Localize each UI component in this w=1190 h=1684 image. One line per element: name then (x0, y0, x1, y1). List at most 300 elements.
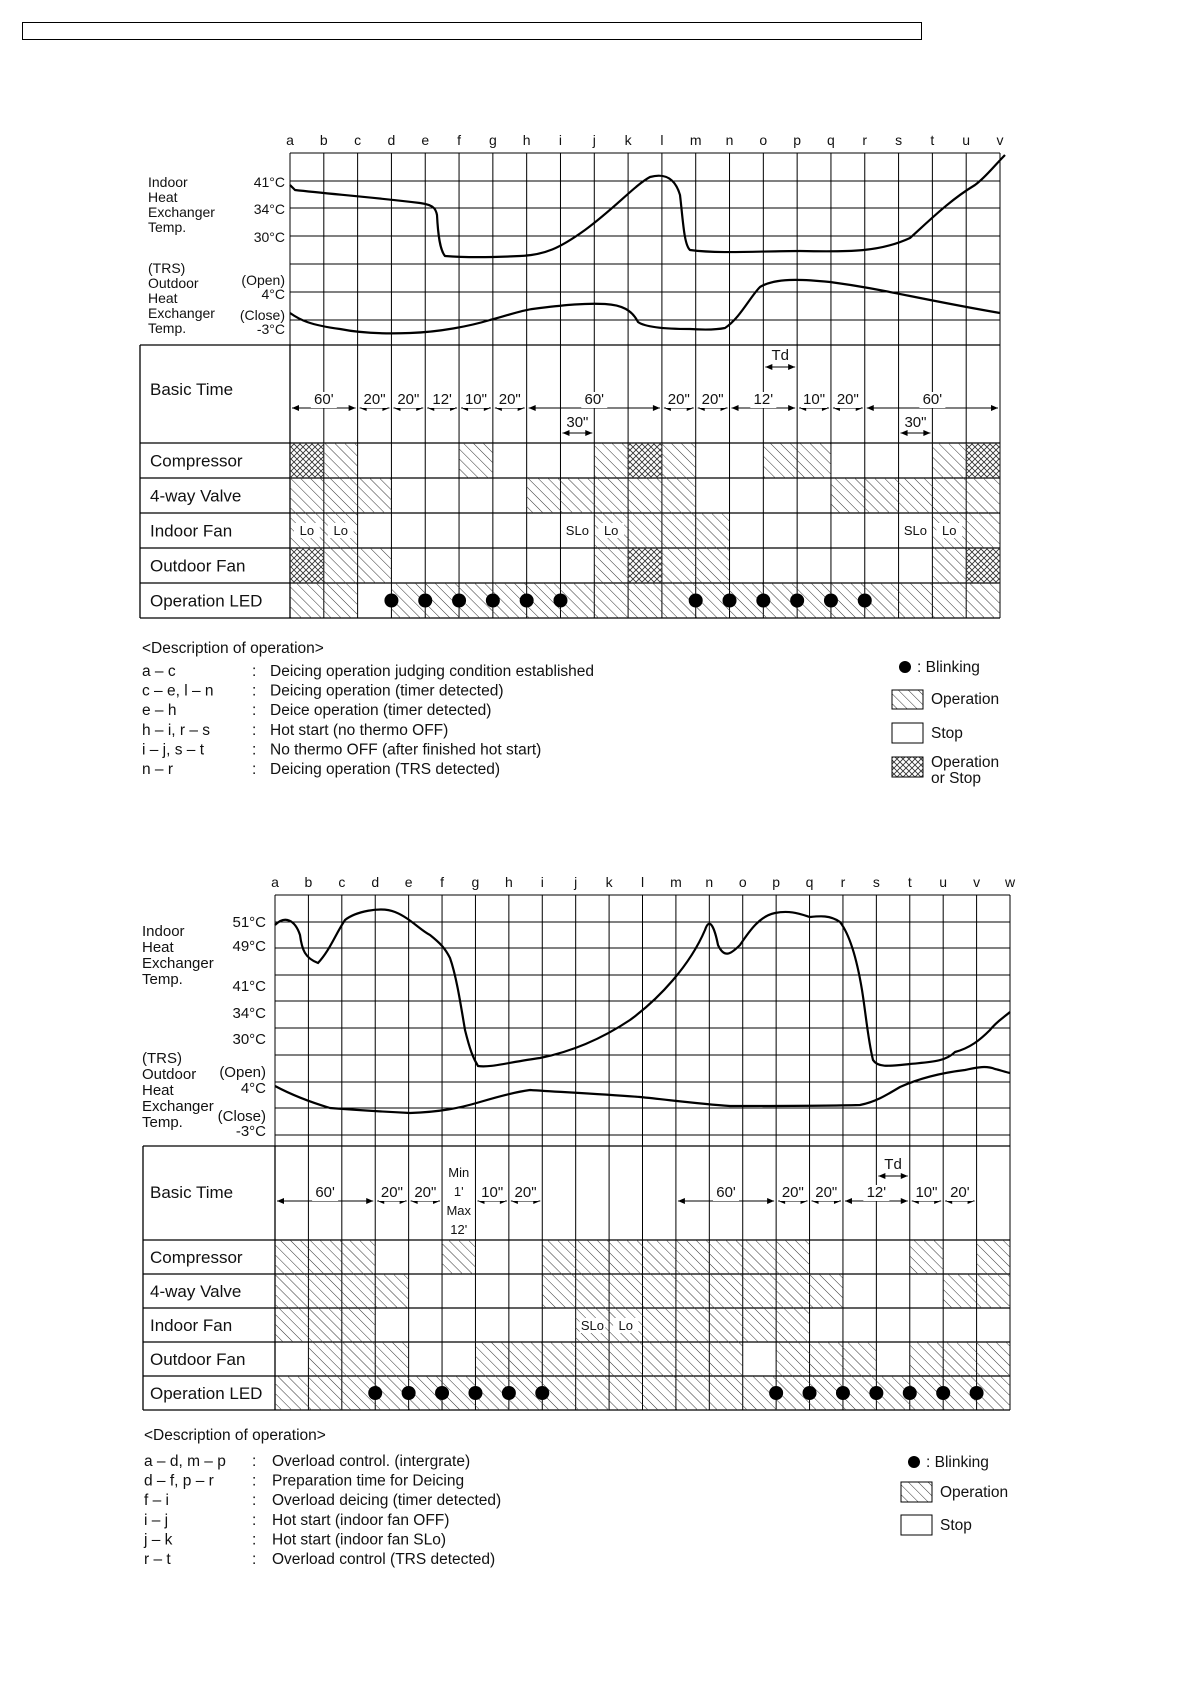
d2-cell-operation (576, 1240, 609, 1274)
d1-fan-label: SLo (565, 523, 589, 538)
d2-time-label: 20" (380, 1184, 403, 1201)
d1-fan-label: Lo (603, 523, 619, 538)
d2-desc-text: Overload deicing (timer detected) (272, 1492, 502, 1510)
d1-out-l0: (TRS) (148, 260, 186, 276)
d1-cell-operation (932, 478, 966, 513)
d1-legend-opstop-1: Operation (931, 754, 1000, 771)
d1-cell-operation (560, 478, 594, 513)
d2-time-label: 10" (915, 1184, 938, 1201)
d2-desc-text: Hot start (indoor fan SLo) (272, 1531, 447, 1549)
d2-cell-operation (643, 1308, 676, 1342)
d2-outdoor-label (142, 1050, 214, 1131)
d1-col-c: c (354, 132, 362, 148)
d2-col-j: j (574, 874, 578, 890)
d1-desc-sep: : (252, 702, 257, 720)
d2-led-blink-dot (468, 1386, 482, 1400)
d2-cell-operation (910, 1342, 943, 1376)
d1-col-n: n (725, 132, 734, 148)
d2-cell-operation (375, 1342, 408, 1376)
d2-temp-41: 41°C (232, 978, 266, 995)
d1-cell-operation (797, 443, 831, 478)
d1-led-blink-dot (418, 594, 432, 608)
d2-desc-text: Overload control. (intergrate) (272, 1453, 471, 1470)
d1-desc-text: Deicing operation (timer detected) (270, 682, 504, 700)
d2-fan-label: Lo (618, 1318, 634, 1333)
d2-time-arrow-head-r (366, 1198, 373, 1204)
d1-temp-labels (240, 174, 285, 337)
d1-indoor-l1: Heat (148, 189, 178, 205)
d2-led-blink-dot (836, 1386, 850, 1400)
d2-cell-operation (275, 1308, 308, 1342)
d1-time-td: Td (771, 347, 789, 364)
d2-cell-operation (542, 1240, 575, 1274)
d2-cell-operation (743, 1308, 776, 1342)
d2-cell-operation (776, 1274, 809, 1308)
d2-col-c: c (338, 874, 346, 890)
d1-desc-sep: : (252, 741, 257, 759)
d1-cell-operation (662, 548, 696, 583)
d2-cell-operation (943, 1342, 976, 1376)
d1-cell-operation (594, 443, 628, 478)
d2-led-blink-dot (535, 1386, 549, 1400)
d1-basic-time-annotations (292, 347, 998, 436)
d2-time-label: 20" (815, 1184, 838, 1201)
d2-cell-operation (308, 1342, 341, 1376)
d2-led-blink-dot (970, 1386, 984, 1400)
d2-legend-op-swatch (901, 1482, 932, 1502)
d1-time-label: 12' (753, 391, 774, 408)
d2-led-blink-dot (936, 1386, 950, 1400)
d1-desc-sep: : (252, 721, 257, 739)
d1-time-label: 20" (667, 391, 690, 408)
d2-temp-m3: -3°C (235, 1123, 266, 1140)
d1-time-label: 20" (363, 391, 386, 408)
d1-time-arrow-head-r (788, 405, 795, 411)
d1-col-j: j (592, 132, 596, 148)
d1-col-o: o (759, 132, 768, 148)
d2-cell-operation (275, 1274, 308, 1308)
d2-col-r: r (840, 874, 846, 890)
d2-description (143, 1427, 501, 1568)
d1-row-label-4: Outdoor Fan (150, 556, 246, 576)
d1-temp-close: (Close) (239, 307, 285, 323)
d1-description (142, 640, 594, 778)
d1-time-label: 20" (701, 391, 724, 408)
d1-led-blink-dot (452, 594, 466, 608)
d1-fan-label: SLo (903, 523, 928, 538)
d1-cell-operation (966, 513, 1000, 548)
d2-col-t: t (907, 874, 912, 890)
d1-led-blink-dot (756, 594, 770, 608)
d2-temp-labels (218, 914, 267, 1140)
d1-time-arrow-head-l (529, 405, 536, 411)
d2-basic-time-annotations (277, 1156, 975, 1237)
d1-indoor-curve (290, 155, 1005, 257)
d2-desc-text: Overload control (TRS detected) (272, 1551, 496, 1568)
d1-legend (892, 659, 999, 787)
d1-state-cells (290, 443, 1000, 618)
d2-time-label: 20' (950, 1184, 970, 1201)
d1-row-labels (150, 380, 262, 611)
d1-col-v: v (996, 132, 1004, 148)
d1-cell-operation (662, 513, 696, 548)
d1-col-a: a (286, 132, 294, 148)
d2-time-arrow-td-head-l (878, 1173, 885, 1179)
d2-col-l: l (640, 874, 645, 890)
d2-cell-operation (910, 1240, 943, 1274)
d2-legend-operation: Operation (940, 1484, 1009, 1501)
d1-legend-stop-swatch (892, 723, 923, 743)
d2-cell-operation (676, 1342, 709, 1376)
d2-out-l0: (TRS) (142, 1050, 182, 1067)
d1-desc-text: Deicing operation judging condition established (270, 663, 595, 680)
d2-col-e: e (404, 874, 413, 890)
d1-led-blink-dot (553, 594, 567, 608)
d1-fan-label: Lo (333, 523, 348, 538)
d2-time-min: Min (448, 1165, 470, 1180)
d1-cell-op-or-stop (966, 548, 1000, 583)
d1-indoor-label (148, 174, 215, 235)
d2-cell-operation (342, 1274, 375, 1308)
d2-time-label: 20" (414, 1184, 437, 1201)
d1-desc-sep: : (252, 663, 257, 680)
d1-row-label-5: Operation LED (150, 591, 263, 611)
d2-indoor-label (142, 923, 214, 988)
d1-outdoor-curve (290, 280, 1000, 333)
d2-time-label: 12' (866, 1184, 887, 1201)
d1-desc-text: Deicing operation (TRS detected) (270, 761, 501, 778)
d2-cell-operation (542, 1342, 575, 1376)
d1-cell-op-or-stop (290, 443, 324, 478)
d1-led-blink-dot (858, 594, 872, 608)
d1-indoor-l2: Exchanger (148, 204, 215, 220)
d2-out-l4: Temp. (142, 1114, 183, 1131)
d2-col-h: h (504, 874, 513, 890)
d2-cell-operation (576, 1376, 609, 1410)
d1-temp-30: 30°C (253, 229, 285, 245)
d1-desc-title: <Description of operation> (142, 640, 324, 657)
d2-time-label: 10" (481, 1184, 504, 1201)
d1-cell-op-or-stop (628, 443, 662, 478)
d2-col-m: m (670, 874, 682, 890)
d2-cell-operation (776, 1240, 809, 1274)
d1-legend-opstop-swatch (892, 757, 923, 777)
d2-cell-operation (342, 1342, 375, 1376)
d1-desc-sep: : (252, 682, 257, 700)
d1-legend-blinking: : Blinking (917, 659, 980, 676)
d1-legend-opstop-2: or Stop (931, 770, 981, 787)
d1-col-f: f (457, 132, 461, 148)
d2-cell-operation (509, 1342, 542, 1376)
d2-time-label: 20" (781, 1184, 804, 1201)
d2-cell-operation (709, 1342, 742, 1376)
d1-cell-operation (358, 548, 392, 583)
d2-time-arrow-head-l (678, 1198, 685, 1204)
d1-cell-operation (628, 583, 662, 618)
d1-cell-operation (966, 583, 1000, 618)
d1-time-label: 10" (464, 391, 487, 408)
d1-time-label: 20" (397, 391, 420, 408)
d1-row-label-2: 4-way Valve (150, 486, 242, 506)
d2-cell-operation (609, 1376, 642, 1410)
d2-desc-range: r – t (144, 1551, 171, 1568)
d2-led-blink-dot (402, 1386, 416, 1400)
d1-time-arrow-td-head-l (765, 364, 772, 370)
d1-col-h: h (522, 132, 531, 148)
d2-desc-sep: : (252, 1511, 257, 1529)
d2-cell-operation (743, 1240, 776, 1274)
d2-led-blink-dot (903, 1386, 917, 1400)
d1-led-blink-dot (723, 594, 737, 608)
d1-cell-operation (865, 478, 899, 513)
d1-cell-operation (932, 583, 966, 618)
d1-out-l1: Outdoor (148, 275, 199, 291)
d2-state-cells (275, 1240, 1010, 1410)
d1-time-arrow-head-r (349, 405, 356, 411)
d2-cell-operation (375, 1274, 408, 1308)
d1-temp-4: 4°C (261, 286, 285, 302)
d1-col-u: u (962, 132, 971, 148)
d1-cell-operation (662, 478, 696, 513)
d2-time-td: Td (884, 1156, 902, 1173)
d1-legend-dot (899, 661, 911, 673)
d2-col-q: q (805, 874, 814, 890)
d1-col-r: r (862, 132, 868, 148)
d1-col-q: q (827, 132, 835, 148)
d2-desc-text: Preparation time for Deicing (272, 1472, 465, 1490)
d1-temp-34: 34°C (253, 201, 285, 217)
d1-row-label-1: Compressor (150, 451, 243, 471)
d1-cell-op-or-stop (628, 548, 662, 583)
d2-cell-operation (776, 1342, 809, 1376)
d1-time-label: 20" (836, 391, 859, 408)
d1-cell-operation (358, 478, 392, 513)
d2-cell-operation (676, 1376, 709, 1410)
d1-cell-operation (763, 443, 797, 478)
d2-cell-operation (643, 1342, 676, 1376)
d1-col-s: s (895, 132, 903, 148)
d2-cell-operation (342, 1240, 375, 1274)
d1-col-g: g (488, 132, 497, 148)
d1-col-t: t (930, 132, 935, 148)
d2-row-label-2: 4-way Valve (150, 1282, 242, 1301)
d2-time-label: 20" (514, 1184, 537, 1201)
d1-fan-label: Lo (299, 523, 315, 538)
d1-col-i: i (558, 132, 563, 148)
d1-led-blink-dot (384, 594, 398, 608)
d2-desc-sep: : (252, 1492, 257, 1510)
d2-cell-operation (275, 1240, 308, 1274)
d2-led-blink-dot (502, 1386, 516, 1400)
d1-temp-m3: -3°C (256, 321, 285, 337)
d2-cell-operation (643, 1240, 676, 1274)
d1-desc-range: c – e, l – n (142, 682, 214, 700)
d2-desc-sep: : (252, 1453, 257, 1470)
d2-legend-blinking: : Blinking (926, 1454, 989, 1471)
d1-desc-range: a – c (142, 663, 176, 680)
d1-desc-text: Deice operation (timer detected) (270, 702, 492, 720)
d2-time-max: Max (446, 1203, 472, 1218)
d2-col-s: s (872, 874, 880, 890)
d1-cell-operation (696, 513, 730, 548)
d1-time-30b: 30" (904, 414, 927, 431)
d2-time-arrow-head-l (845, 1198, 852, 1204)
d2-col-w: w (1004, 874, 1016, 890)
d1-col-m: m (689, 132, 702, 148)
d2-led-blink-dot (368, 1386, 382, 1400)
d1-col-p: p (793, 132, 802, 148)
d1-time-label: 12' (432, 391, 452, 408)
d2-indoor-l3: Temp. (142, 971, 183, 988)
d1-cell-operation (628, 478, 662, 513)
d1-desc-range: i – j, s – t (142, 741, 205, 759)
d2-col-v: v (973, 874, 981, 890)
d1-led-blink-dot (520, 594, 534, 608)
d2-temp-49: 49°C (232, 938, 266, 955)
d2-legend-stop-swatch (901, 1515, 932, 1535)
d1-fan-label: Lo (942, 523, 957, 538)
d1-desc-sep: : (252, 761, 257, 778)
d2-col-d: d (371, 874, 380, 890)
d2-cell-operation (743, 1274, 776, 1308)
d1-desc-range: n – r (142, 761, 174, 778)
d1-cell-operation (324, 583, 358, 618)
d2-led-blink-dot (769, 1386, 783, 1400)
d2-legend-stop: Stop (940, 1517, 972, 1534)
d1-outdoor-label (148, 260, 215, 336)
d2-desc-range: d – f, p – r (144, 1472, 214, 1490)
d2-temp-open: (Open) (219, 1064, 266, 1081)
d2-indoor-l1: Heat (142, 939, 174, 956)
d1-led-blink-dot (790, 594, 804, 608)
d1-row-label-3: Indoor Fan (150, 521, 233, 541)
d2-desc-sep: : (252, 1551, 257, 1568)
d2-desc-range: j – k (144, 1531, 173, 1549)
d2-col-u: u (939, 874, 948, 890)
d1-cell-operation (966, 478, 1000, 513)
d2-cell-operation (977, 1274, 1010, 1308)
d1-legend-stop: Stop (931, 725, 963, 742)
d2-cell-operation (308, 1308, 341, 1342)
d2-desc-range: a – d, m – p (144, 1453, 226, 1470)
d1-led-blink-dot (689, 594, 703, 608)
d2-indoor-l2: Exchanger (142, 955, 214, 972)
d2-cell-operation (676, 1308, 709, 1342)
d2-cell-operation (643, 1376, 676, 1410)
d2-desc-text: Hot start (indoor fan OFF) (272, 1511, 450, 1529)
d1-time-arrow-head-l (867, 405, 874, 411)
d2-cell-operation (843, 1342, 876, 1376)
d1-col-e: e (421, 132, 430, 148)
d1-time-label: 60' (584, 391, 605, 408)
d1-led-blink-dot (486, 594, 500, 608)
d2-cell-operation (475, 1342, 508, 1376)
d2-time-arrow-td-head-r (901, 1173, 908, 1179)
d2-cell-operation (342, 1308, 375, 1342)
d2-col-f: f (440, 874, 444, 890)
d2-cell-operation (643, 1274, 676, 1308)
d1-cell-operation (324, 548, 358, 583)
d1-time-arrow-td-head-r (788, 364, 795, 370)
d1-time-arrow-head-r (991, 405, 998, 411)
d1-cell-op-or-stop (290, 548, 324, 583)
d2-time-label: 60' (716, 1184, 736, 1201)
d2-col-i: i (540, 874, 544, 890)
d2-col-o: o (738, 874, 747, 890)
d2-cell-operation (308, 1240, 341, 1274)
d2-legend-dot (908, 1456, 920, 1468)
d1-column-letters (286, 132, 1003, 148)
d1-cell-operation (324, 443, 358, 478)
d2-col-p: p (772, 874, 781, 890)
d2-cell-operation (442, 1240, 475, 1274)
d1-time-label: 60' (922, 391, 943, 408)
d1-cell-operation (628, 513, 662, 548)
d1-time-arrow-head-r (653, 405, 660, 411)
d2-desc-title: <Description of operation> (144, 1427, 326, 1444)
d1-cell-operation (594, 583, 628, 618)
d1-cell-operation (932, 548, 966, 583)
d1-temp-41: 41°C (253, 174, 285, 190)
d2-cell-operation (977, 1240, 1010, 1274)
d1-out-l3: Exchanger (148, 305, 215, 321)
d2-cell-operation (810, 1274, 843, 1308)
d2-cell-operation (709, 1308, 742, 1342)
d1-cell-op-or-stop (966, 443, 1000, 478)
d2-cell-operation (776, 1308, 809, 1342)
d1-indoor-l3: Temp. (148, 219, 187, 235)
d1-row-label-0: Basic Time (150, 380, 234, 399)
d1-time-label: 20" (498, 391, 521, 408)
d2-desc-range: f – i (144, 1492, 169, 1510)
d2-legend (901, 1454, 1008, 1535)
d2-row-label-3: Indoor Fan (150, 1316, 233, 1335)
d2-time-label: 60' (315, 1184, 335, 1201)
d1-cell-operation (527, 478, 561, 513)
d2-cell-operation (676, 1274, 709, 1308)
d1-time-30a: 30" (566, 414, 589, 431)
d1-cell-operation (594, 548, 628, 583)
d1-col-l: l (660, 132, 664, 148)
d2-col-k: k (605, 874, 613, 890)
d2-row-label-1: Compressor (150, 1248, 243, 1267)
d2-cell-operation (576, 1342, 609, 1376)
d1-time-arrow-head-l (732, 405, 739, 411)
d2-time-1: 1' (453, 1184, 464, 1199)
d1-col-d: d (387, 132, 396, 148)
d1-col-b: b (319, 132, 328, 148)
d2-cell-operation (810, 1342, 843, 1376)
d2-cell-operation (576, 1274, 609, 1308)
d1-legend-op-swatch (892, 690, 923, 709)
d2-led-blink-dot (803, 1386, 817, 1400)
d1-time-arrow-head-l (292, 405, 299, 411)
d1-legend-operation: Operation (931, 691, 1000, 708)
d2-cell-operation (977, 1342, 1010, 1376)
d1-desc-text: Hot start (no thermo OFF) (270, 721, 449, 739)
d2-temp-4: 4°C (240, 1080, 266, 1097)
d2-cell-operation (676, 1240, 709, 1274)
d1-cell-operation (932, 443, 966, 478)
d2-col-g: g (471, 874, 480, 890)
d2-cell-operation (609, 1342, 642, 1376)
d1-cell-operation (459, 443, 493, 478)
d2-temp-51: 51°C (232, 914, 266, 931)
d2-desc-sep: : (252, 1531, 257, 1549)
d1-indoor-l0: Indoor (148, 174, 188, 190)
d2-time-arrow-head-r (901, 1198, 908, 1204)
d2-cell-operation (709, 1240, 742, 1274)
